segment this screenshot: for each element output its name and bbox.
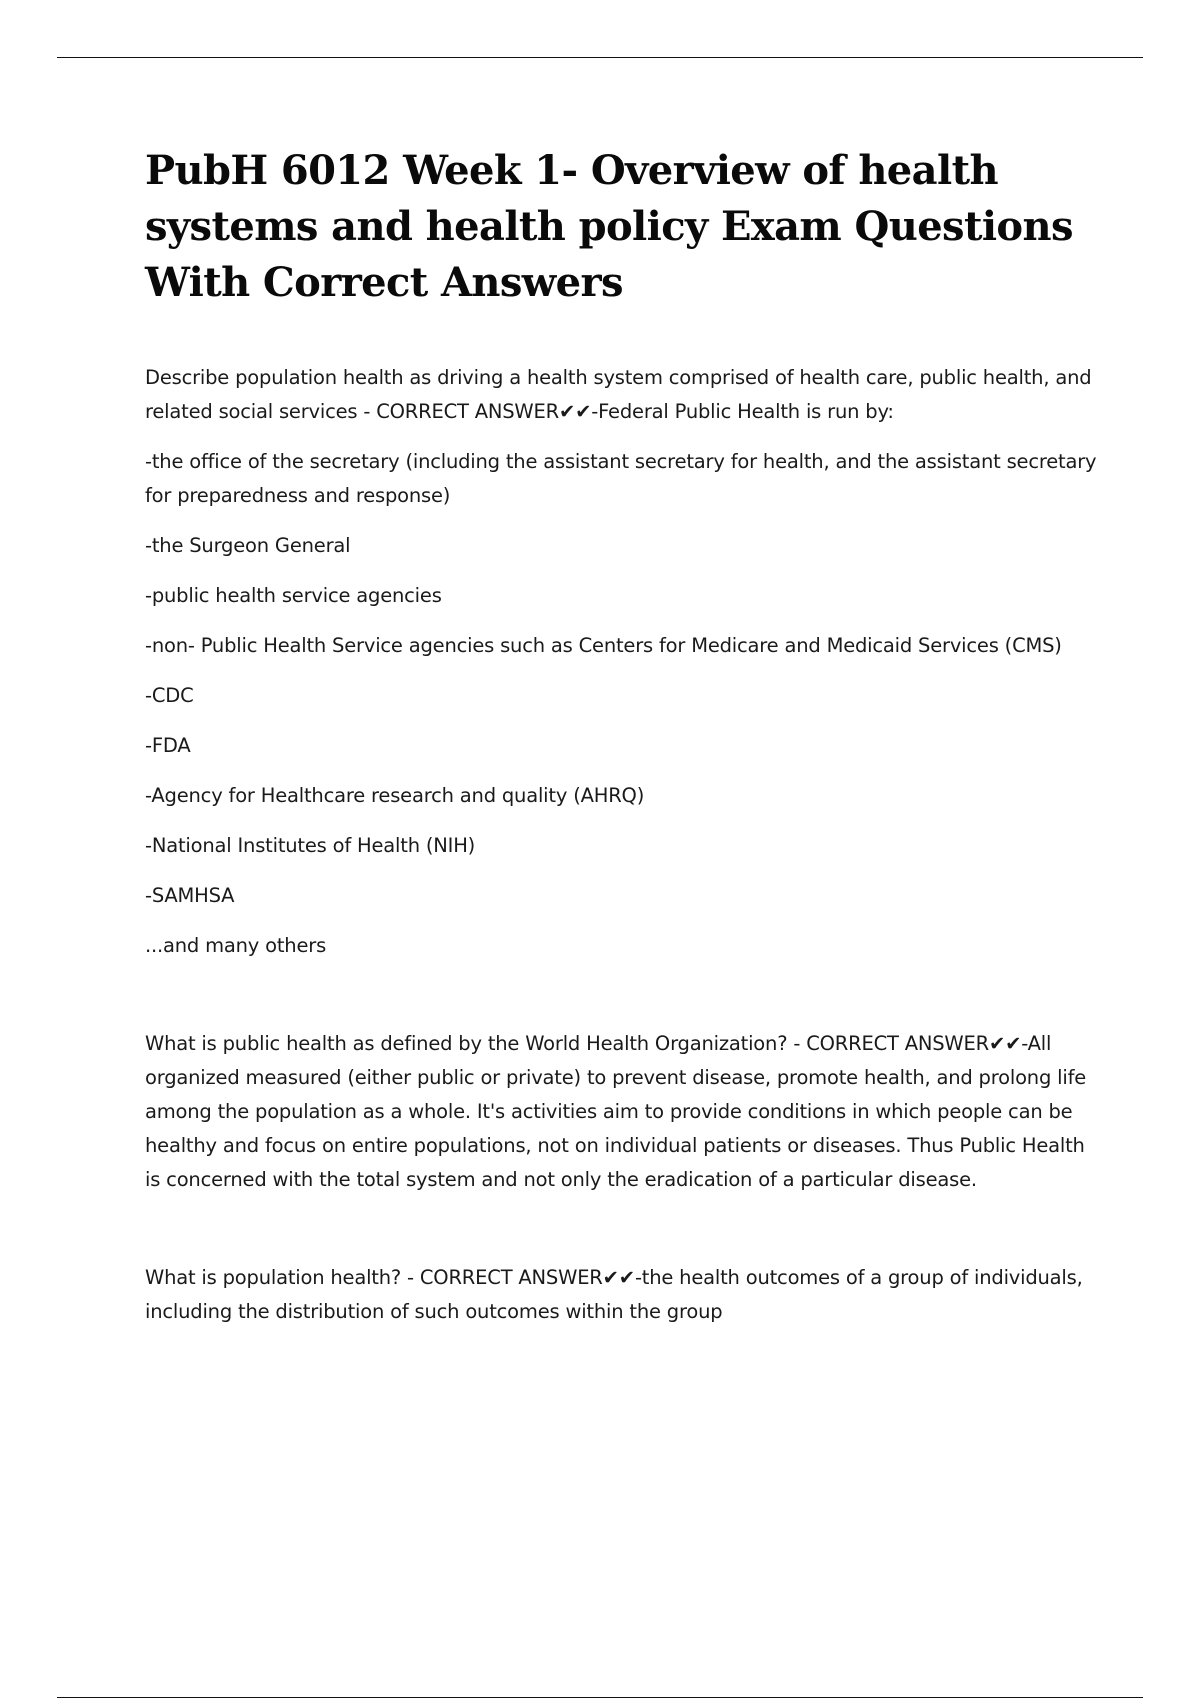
answer-text: Federal Public Health is run by: (598, 400, 894, 423)
correct-answer-marker: - CORRECT ANSWER✔✔- (357, 400, 599, 423)
answer-line: -Agency for Healthcare research and quality (AHRQ) (145, 784, 645, 807)
correct-answer-marker: - CORRECT ANSWER✔✔- (787, 1032, 1028, 1055)
qa-item (145, 1261, 1105, 1329)
answer-line: ...and many others (145, 934, 327, 957)
bottom-rule (57, 1697, 1143, 1698)
answer-line: -National Institutes of Health (NIH) (145, 834, 476, 857)
qa-question-line (145, 1261, 1105, 1329)
answer-line: -FDA (145, 734, 191, 757)
qa-item (145, 361, 1105, 963)
question-text: What is population health? (145, 1266, 402, 1289)
document-body (145, 143, 1105, 1345)
document-title: PubH 6012 Week 1- Overview of health systems and health policy Exam Questions With Correct Answers (145, 147, 1073, 306)
answer-line: -CDC (145, 684, 194, 707)
qa-question-line (145, 1027, 1105, 1197)
answer-line: -SAMHSA (145, 884, 235, 907)
answer-line: -the Surgeon General (145, 534, 351, 557)
answer-line: -non- Public Health Service agencies such as Centers for Medicare and Medicaid Services (CMS) (145, 634, 1062, 657)
qa-item (145, 1027, 1105, 1197)
answer-line: -public health service agencies (145, 584, 442, 607)
question-text: Describe population health as driving a health system comprised of health care, public health, and related social services (145, 366, 1092, 423)
top-rule (57, 57, 1143, 58)
qa-question-line (145, 361, 1105, 429)
answer-text: All organized measured (either public or private) to prevent disease, promote health, and prolong life among the population as a whole. It's activities aim to provide conditions in which people can be healthy and focus on entire populations, not on individual patients or diseases. Thus Public Health is concerned with the total system and not only the eradication of a particular disease. (145, 1032, 1087, 1191)
question-text: What is public health as defined by the World Health Organization? (145, 1032, 788, 1055)
answer-text: the health outcomes of a group of individuals, including the distribution of such outcomes within the group (145, 1266, 1083, 1323)
correct-answer-marker: - CORRECT ANSWER✔✔- (401, 1266, 642, 1289)
answer-line: -the office of the secretary (including the assistant secretary for health, and the assistant secretary for preparedness and response) (145, 450, 1097, 507)
